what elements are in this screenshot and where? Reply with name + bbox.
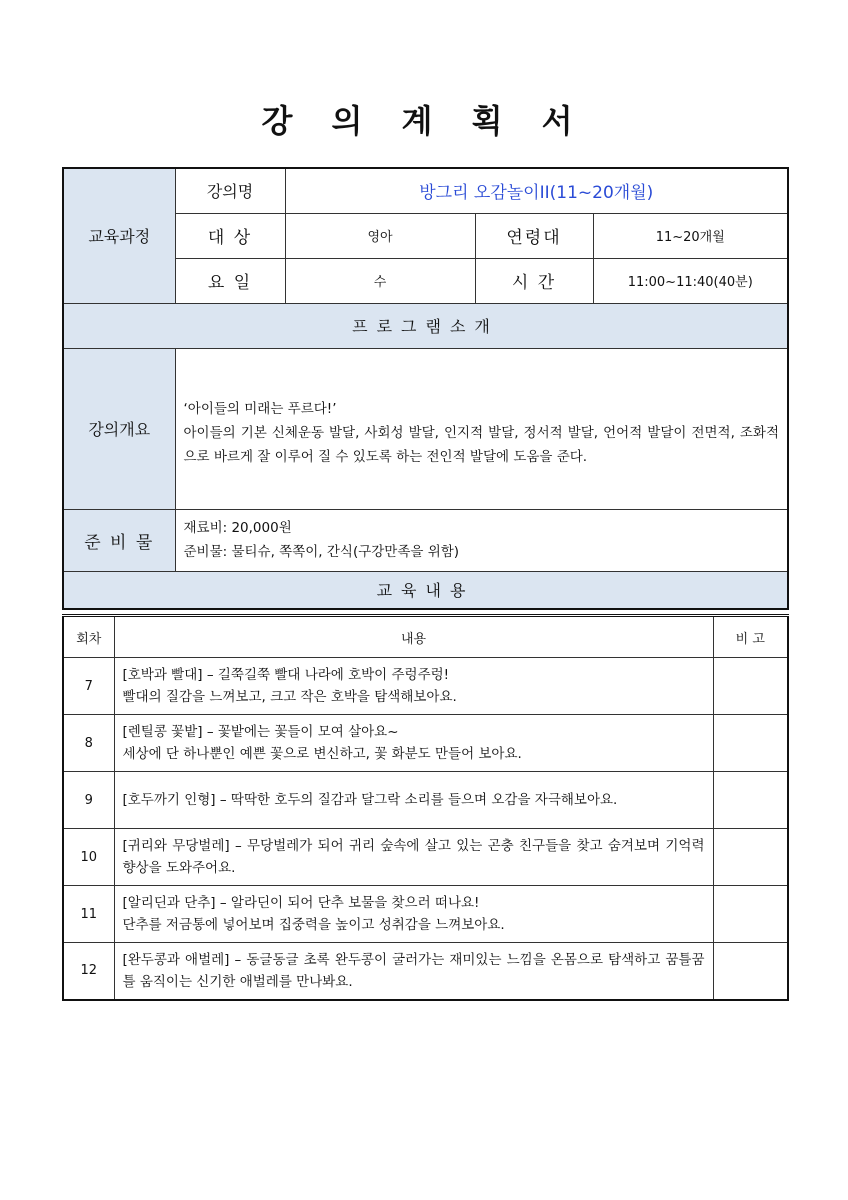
session-column-header: 회차 (63, 616, 114, 658)
table-row (63, 943, 788, 1000)
session-number: 8 (63, 715, 114, 772)
target-label: 대 상 (175, 213, 285, 258)
program-intro-header: 프로그램소개 (63, 303, 788, 348)
session-note (713, 886, 788, 943)
session-number: 11 (63, 886, 114, 943)
materials-content (175, 509, 788, 571)
education-header: 교육내용 (63, 571, 788, 609)
table-row (63, 829, 788, 886)
session-content: [렌틸콩 꽃밭] – 꽃밭에는 꽃들이 모여 살아요~ 세상에 단 하나뿐인 예쁜 꽃으로 변신하고, 꽃 화분도 만들어 보아요. (114, 715, 713, 772)
table-row (63, 886, 788, 943)
document-title: 강 의 계 획 서 (261, 102, 587, 140)
materials-items: 준비물: 물티슈, 쪽쪽이, 간식(구강만족을 위함) (183, 544, 460, 560)
session-content: [호박과 빨대] – 길쭉길쭉 빨대 나라에 호박이 주렁주렁! 빨대의 질감을 느껴보고, 크고 작은 호박을 탐색해보아요. (114, 658, 713, 715)
age-value: 11~20개월 (593, 213, 788, 258)
materials-label: 준 비 물 (63, 509, 175, 571)
note-column-header: 비 고 (713, 616, 788, 658)
session-number: 10 (63, 829, 114, 886)
target-value: 영아 (285, 213, 475, 258)
course-name-value: 방그리 오감놀이II(11~20개월) (285, 168, 788, 213)
session-content: [호두까기 인형] – 딱딱한 호두의 질감과 달그락 소리를 들으며 오감을 자극해보아요. (114, 772, 713, 829)
session-note (713, 658, 788, 715)
session-content: [완두콩과 애벌레] – 동글동글 초록 완두콩이 굴러가는 재미있는 느낌을 온몸으로 탐색하고 꿈틀꿈틀 움직이는 신기한 애벌레를 만나봐요. (114, 943, 713, 1000)
content-column-header: 내용 (114, 616, 713, 658)
session-number: 12 (63, 943, 114, 1000)
session-note (713, 772, 788, 829)
day-value: 수 (285, 258, 475, 303)
schedule-table (62, 614, 789, 1001)
table-row (63, 772, 788, 829)
table-row (63, 658, 788, 715)
session-content: [알리딘과 단추] – 알라딘이 되어 단추 보물을 찾으러 떠나요! 단추를 저금통에 넣어보며 집중력을 높이고 성취감을 느껴보아요. (114, 886, 713, 943)
materials-fee: 재료비: 20,000원 (183, 520, 292, 536)
session-content: [귀리와 무당벌레] – 무당벌레가 되어 귀리 숲속에 살고 있는 곤충 친구들을 찾고 숨겨보며 기억력 향상을 도와주어요. (114, 829, 713, 886)
time-value: 11:00~11:40(40분) (593, 258, 788, 303)
session-note (713, 829, 788, 886)
session-number: 7 (63, 658, 114, 715)
overview-label: 강의개요 (63, 348, 175, 509)
course-section-label: 교육과정 (63, 168, 175, 303)
age-label: 연령대 (475, 213, 593, 258)
time-label: 시 간 (475, 258, 593, 303)
day-label: 요 일 (175, 258, 285, 303)
overview-content (175, 348, 788, 509)
table-row (63, 715, 788, 772)
overview-description: 아이들의 기본 신체운동 발달, 사회성 발달, 인지적 발달, 정서적 발달, 언어적 발달이 전면적, 조화적으로 바르게 잘 이루어 질 수 있도록 하는 전인적 발달에 도움을 준다. (183, 424, 780, 465)
course-info-table (62, 167, 789, 610)
session-note (713, 715, 788, 772)
course-name-label: 강의명 (175, 168, 285, 213)
session-note (713, 943, 788, 1000)
overview-slogan: ‘아이들의 미래는 푸르다!’ (183, 400, 337, 417)
session-number: 9 (63, 772, 114, 829)
